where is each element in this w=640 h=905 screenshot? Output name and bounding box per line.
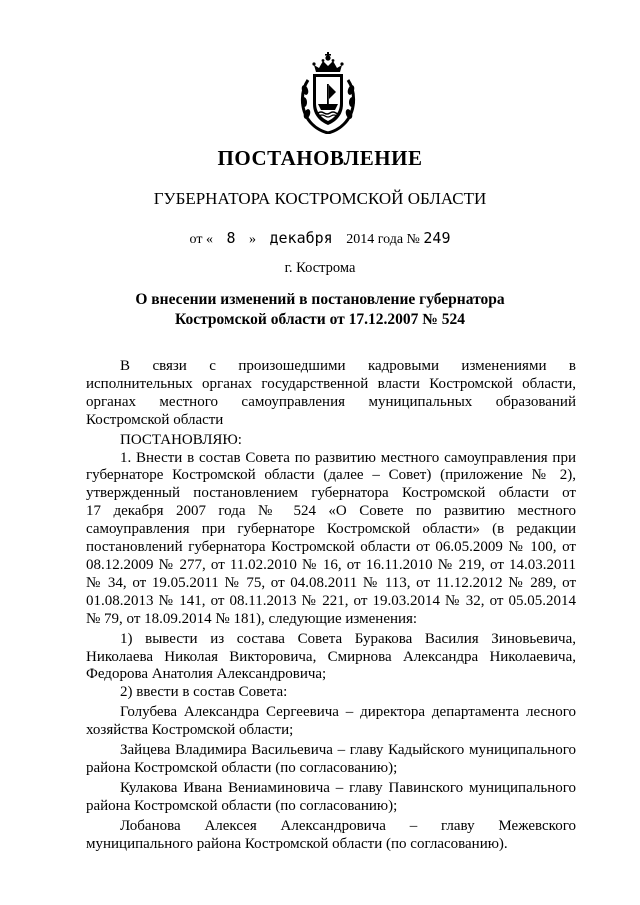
coat-of-arms-kostroma-icon: [298, 52, 358, 134]
body-line: № 79, от 18.09.2014 № 181), следующие изменения:: [86, 610, 418, 627]
body-line: самоуправления при губернаторе Костромской области» (в редакции: [86, 521, 576, 538]
member-line: муниципального района Костромской области (по согласованию).: [86, 835, 508, 852]
city: г. Кострома: [284, 260, 356, 276]
body-line: Николаева Николая Викторовича, Смирнова Александра Николаевича,: [86, 648, 576, 665]
date-month: декабря: [269, 229, 333, 247]
member-line: района Костромской области (по согласованию);: [86, 797, 398, 814]
date-line: [0, 229, 640, 248]
body-line: утвержденный постановлением губернатора Костромской области от: [86, 485, 576, 502]
body-line: постановлений губернатора Костромской области от 06.05.2009 № 100, от: [86, 539, 576, 556]
body-line: Костромской области: [86, 411, 224, 428]
member-line: Лобанова Алексея Александровича – главу Межевского: [120, 817, 576, 834]
subject-line: Костромской области от 17.12.2007 № 524: [175, 311, 465, 328]
body-line: губернаторе Костромской области (далее – Совет) (приложение № 2),: [86, 467, 576, 484]
body-line: 1) вывести из состава Совета Буракова Василия Зиновьевича,: [120, 630, 576, 647]
body-line: 08.12.2009 № 277, от 11.02.2010 № 16, от 16.11.2010 № 219, от 14.03.2011: [86, 556, 576, 573]
document-body: [86, 358, 576, 853]
body-line: исполнительных органах государственной власти Костромской области,: [86, 375, 576, 392]
body-line: 01.08.2013 № 141, от 08.11.2013 № 221, от 19.03.2014 № 32, от 05.05.2014: [86, 592, 576, 609]
member-line: Кулакова Ивана Вениаминовича – главу Павинского муниципального: [120, 779, 576, 796]
member-line: Голубева Александра Сергеевича – директора департамента лесного: [120, 704, 576, 721]
issuer-title: ГУБЕРНАТОРА КОСТРОМСКОЙ ОБЛАСТИ: [153, 189, 487, 208]
decree-word: ПОСТАНОВЛЯЮ:: [120, 431, 242, 448]
document-number: 249: [423, 229, 451, 247]
date-close-quote: »: [248, 232, 256, 247]
date-year: 2014 года: [346, 232, 404, 247]
date-day: 8: [226, 229, 236, 247]
body-line: В связи с произошедшими кадровыми изменениями в: [120, 358, 576, 374]
member-line: района Костромской области (по согласованию);: [86, 759, 398, 776]
document-subject: [0, 290, 640, 330]
body-line: № 34, от 19.05.2011 № 75, от 04.08.2011 № 113, от 11.12.2012 № 289, от: [86, 574, 576, 591]
body-line: Федорова Анатолия Александровича;: [86, 666, 327, 683]
body-line: органах местного самоуправления муниципальных образований: [86, 393, 576, 410]
document-title: ПОСТАНОВЛЕНИЕ: [217, 146, 423, 170]
subject-line: О внесении изменений в постановление губернатора: [135, 291, 505, 308]
number-sign: №: [406, 232, 420, 247]
body-line: 17 декабря 2007 года № 524 «О Совете по развитию местного: [86, 503, 576, 520]
body-line: 1. Внести в состав Совета по развитию местного самоуправления при: [120, 449, 576, 466]
date-prefix: от «: [189, 232, 213, 247]
member-line: Зайцева Владимира Васильевича – главу Кадыйского муниципального: [120, 742, 576, 759]
member-line: хозяйства Костромской области;: [86, 722, 294, 739]
body-line: 2) ввести в состав Совета:: [120, 684, 288, 701]
